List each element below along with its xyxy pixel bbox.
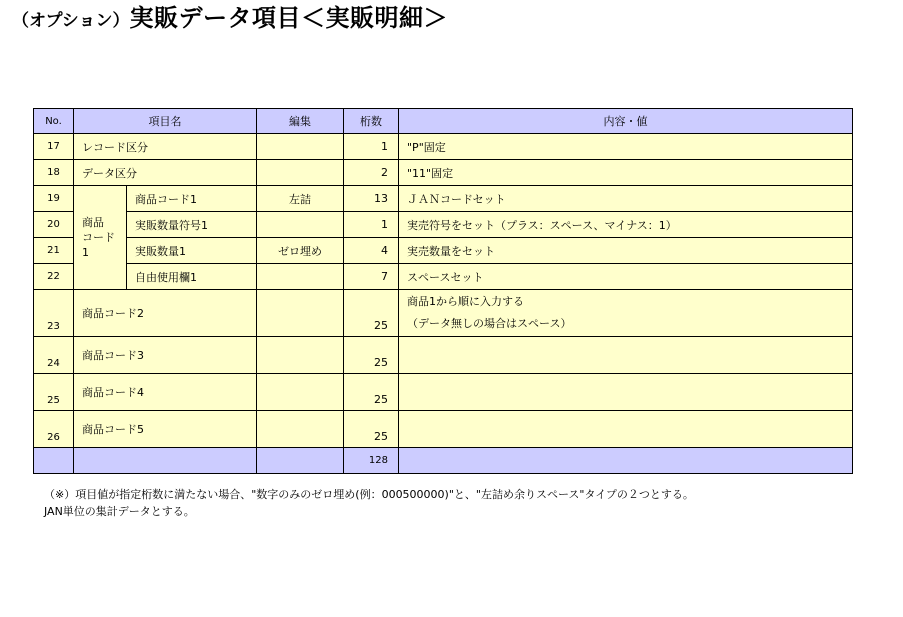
row-no: 23 [34,290,74,337]
table-row [34,374,853,411]
row-no: 26 [34,411,74,448]
row-no: 22 [34,264,74,290]
title-main: 実販データ項目＜実販明細＞ [129,4,448,32]
table-row [34,337,853,374]
row-edit [257,264,344,290]
row-item: 商品コード4 [74,374,257,411]
row-edit: 左詰 [257,186,344,212]
header-item: 項目名 [74,109,257,134]
notes [44,486,694,520]
row-item: 実販数量符号1 [127,212,257,238]
table-row [34,212,853,238]
title-option-label: （オプション） [12,11,130,31]
table-row [34,264,853,290]
note-line: （※）項目値が指定桁数に満たない場合、"数字のみのゼロ埋め(例：000500000)"と、"左詰め余りスペース"タイプの２つとする。 [44,488,694,501]
row-content: ＪＡＮコードセット [399,186,853,212]
table-row [34,238,853,264]
spec-table [33,108,853,474]
total-content [399,448,853,474]
header-content: 内容・値 [399,109,853,134]
row-edit [257,374,344,411]
row-content [399,374,853,411]
row-no: 24 [34,337,74,374]
page-title [12,2,448,34]
table-header-row [34,109,853,134]
row-content [399,411,853,448]
row-digits: 13 [344,186,399,212]
row-no: 21 [34,238,74,264]
row-digits: 1 [344,134,399,160]
row-content-line: （データ無しの場合はスペース） [407,317,572,330]
row-edit [257,134,344,160]
total-edit [257,448,344,474]
row-digits: 25 [344,337,399,374]
row-content [399,290,853,337]
row-item: 商品コード5 [74,411,257,448]
group-label-line: 商品 [82,216,104,229]
row-no: 17 [34,134,74,160]
row-content: 実売数量をセット [399,238,853,264]
table-row [34,134,853,160]
header-no: No. [34,109,74,134]
group-label-line: 1 [82,246,89,259]
row-item: 商品コード2 [74,290,257,337]
row-item: 商品コード1 [127,186,257,212]
total-no [34,448,74,474]
group-label-product-code-1 [74,186,127,290]
header-edit: 編集 [257,109,344,134]
row-edit [257,290,344,337]
row-content: "11"固定 [399,160,853,186]
row-item: データ区分 [74,160,257,186]
table-row [34,160,853,186]
table-row [34,290,853,337]
total-item [74,448,257,474]
table-row [34,411,853,448]
row-edit [257,411,344,448]
row-edit [257,212,344,238]
row-item: 商品コード3 [74,337,257,374]
row-item: 実販数量1 [127,238,257,264]
note-line: JAN単位の集計データとする。 [44,505,195,518]
row-digits: 25 [344,411,399,448]
row-content: スペースセット [399,264,853,290]
row-edit [257,337,344,374]
row-digits: 1 [344,212,399,238]
row-no: 19 [34,186,74,212]
row-edit: ゼロ埋め [257,238,344,264]
row-digits: 25 [344,374,399,411]
header-digits: 桁数 [344,109,399,134]
row-digits: 25 [344,290,399,337]
group-label-line: コード [82,231,115,244]
row-content [399,337,853,374]
row-item: レコード区分 [74,134,257,160]
row-edit [257,160,344,186]
row-content-line: 商品1から順に入力する [407,295,524,308]
row-content: "P"固定 [399,134,853,160]
row-digits: 7 [344,264,399,290]
table-row [34,186,853,212]
row-content: 実売符号をセット（プラス：スペース、マイナス：1） [399,212,853,238]
row-no: 20 [34,212,74,238]
row-no: 25 [34,374,74,411]
row-item: 自由使用欄1 [127,264,257,290]
total-digits: 128 [344,448,399,474]
row-digits: 2 [344,160,399,186]
table-total-row [34,448,853,474]
row-no: 18 [34,160,74,186]
row-digits: 4 [344,238,399,264]
